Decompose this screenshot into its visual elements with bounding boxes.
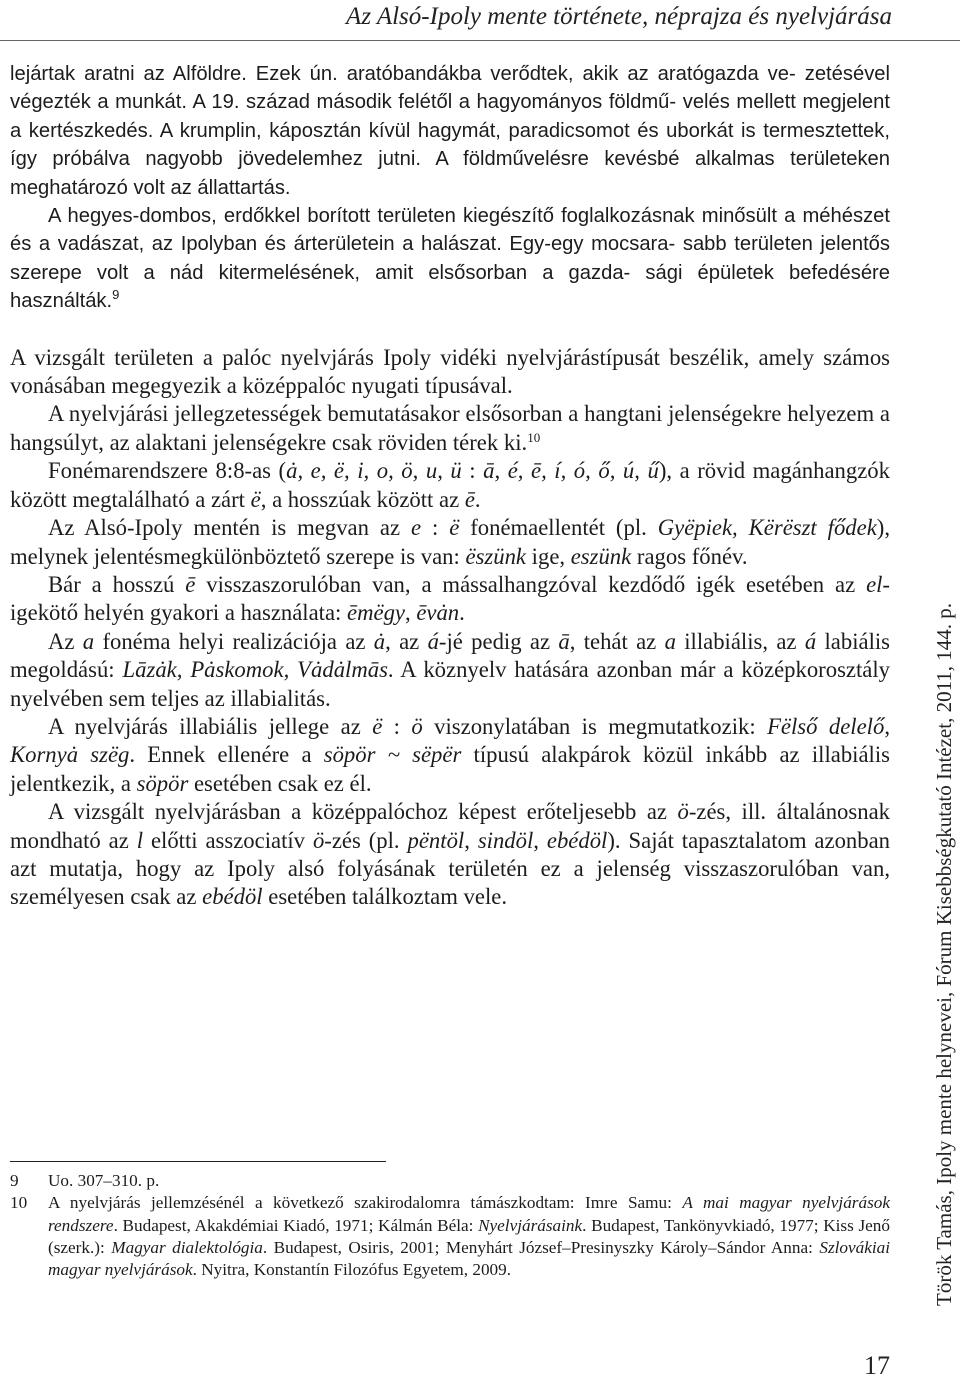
italic-term: ë [250, 486, 261, 512]
line: A földművelésre kevésbé alkalmas területeken meghatározó volt az állattartás. [10, 148, 891, 199]
italic-term: eszünk [570, 543, 632, 569]
text: ). Saját tapasztalatom azonban azt mutatja, hogy az Ipoly alsó folyásának területén ez a jelenség visszaszorulóban van, személyesen csak az [10, 827, 891, 910]
text: fonéma helyi realizációja az [94, 628, 374, 654]
text: Fonémarendszere 8:8-as ( [48, 458, 287, 484]
line: paradicsomot és uborkát is termesztettek, így próbálva nagyobb jövedelemhez jutni. [10, 119, 890, 171]
italic-term: ö [411, 713, 423, 739]
line: lejártak aratni az Alföldre. Ezek ún. aratóbandákba verődtek, akik az aratógazda ve- [10, 63, 796, 85]
italic-term: Lāzȧk, Pȧskomok, Vȧdȧlmās [122, 657, 388, 683]
italic-term: ēvȧn [416, 600, 460, 626]
italic-term: Kornyȧ szëg [10, 742, 130, 768]
paragraph-9 [10, 713, 890, 798]
footnote-9 [10, 1170, 890, 1192]
paragraph-8 [10, 628, 890, 713]
text: . Nyitra, Konstantín Filozófus Egyetem, 2009. [192, 1260, 512, 1280]
footnotes [10, 1170, 890, 1281]
italic-title: A mai magyar nyelvjárások rendszere [48, 1193, 890, 1235]
text: . Budapest, Osiris, 2001; Menyhárt József–Presinyszky Károly–Sándor Anna: [262, 1237, 820, 1257]
italic-term: Fëlső delelő [767, 713, 885, 739]
text: Bár a hosszú [48, 571, 186, 597]
line: a méhészet és a vadászat, az Ipolyban és árterületein a halászat. Egy-egy mocsara- [10, 205, 891, 256]
text: illabiális, az [675, 628, 805, 654]
italic-term: ē [185, 571, 196, 597]
text: labiális megoldású: [10, 628, 890, 683]
italic-term: ebédöl [546, 827, 608, 853]
line: zetésével végezték a munkát. A 19. század második felétől a hagyományos földmű- [10, 63, 891, 114]
text: , tehát az [569, 628, 665, 654]
body-text [10, 60, 890, 912]
text: típusú alakpárok közül inkább az illabiális jelentkezik, a [10, 742, 890, 796]
text: előtti asszociatív [143, 827, 313, 853]
text: A nyelvjárás illabiális jellege az [48, 713, 373, 739]
paragraph-10 [10, 798, 890, 912]
text: , [884, 713, 890, 739]
paragraph-4 [10, 400, 890, 457]
text: Az [48, 628, 83, 654]
paragraph-5 [10, 457, 890, 514]
line: velés mellett megjelent a kertészkedés. A krumplin, káposztán kívül hagymát, [10, 91, 890, 142]
footnote-number: 10 [10, 1193, 28, 1213]
text: , [533, 827, 547, 853]
italic-term: Gyëpiek, Kërëszt fődek [657, 515, 877, 541]
italic-term: söpör [136, 770, 189, 796]
italic-term: ë [449, 515, 460, 541]
text: viszonylatában is megmutatkozik: [422, 713, 768, 739]
footnote-number: 9 [10, 1171, 19, 1190]
text: , az [385, 628, 428, 654]
italic-term: el- [866, 571, 890, 597]
paragraph-7 [10, 571, 890, 628]
text: ), a rövid magánhangzók között megtalálható a zárt [10, 458, 890, 512]
italic-term: a [82, 628, 95, 654]
text: , [464, 827, 478, 853]
italic-title: Nyelvjárásaink [478, 1215, 583, 1235]
line: sabb területen jelentős szerepe volt a nád kitermelésének, amit elsősorban a gazda- [10, 233, 890, 284]
text: A vizsgált nyelvjárásban a középpalóchoz képest erőteljesebb az [48, 799, 678, 825]
line: sági épületek befedésére használták. [10, 261, 891, 313]
italic-term: ā [558, 628, 570, 654]
text: Az Alsó-Ipoly mentén is megvan az [48, 515, 411, 541]
italic-term: á [804, 628, 817, 654]
text: esetében találkoztam vele. [262, 884, 508, 910]
italic-term: ëszünk [465, 543, 526, 569]
italic-term: söpör ~ sëpër [323, 742, 462, 768]
italic-term: á [427, 628, 439, 654]
italic-term: ebédöl [202, 884, 263, 910]
paragraph-4-text: A nyelvjárási jellegzetességek bemutatásakor elsősorban a hangtani jelenségekre helyezem a hangsúlyt, az alaktani jelenségekre csak röviden térek ki. [10, 401, 890, 455]
line: A hegyes-dombos, erdőkkel borított területen kiegészítő foglalkozásnak minősült [48, 205, 777, 228]
text: , a hosszúak között az [260, 486, 465, 512]
paragraph-6 [10, 514, 890, 571]
italic-term: sindöl [477, 827, 534, 853]
text: visszaszorulóban van, a mássalhangzóval kezdődő igék esetében az [195, 571, 867, 597]
italic-term: ȧ [373, 628, 386, 654]
text: . Ennek ellenére a [129, 742, 324, 768]
text: esetében csak ez él. [188, 770, 372, 796]
italic-term: ē [464, 486, 475, 512]
italic-term: a [664, 628, 676, 654]
paragraph-3: A vizsgált területen a palóc nyelvjárás Ipoly vidéki nyelvjárástípusát beszélik, amely számos vonásában megegyezik a középpalóc nyugati típusával. [10, 344, 890, 399]
paragraph-2 [10, 202, 890, 316]
italic-term: ā, é, ē, í, ó, ő, ú, ű [483, 458, 659, 484]
text: . [459, 600, 465, 626]
text: : [382, 713, 412, 739]
text: , [404, 600, 417, 626]
italic-term: ö [677, 799, 689, 825]
italic-title: Szlovákiai magyar nyelvjárások [48, 1237, 890, 1280]
text: . [474, 486, 481, 512]
text: -zés (pl. [324, 827, 408, 853]
footnote-rule [10, 1161, 386, 1162]
source-citation-vertical: Török Tamás, Ipoly mente helynevei, Fórum Kisebbségkutató Intézet, 2011, 144. p. [932, 602, 956, 1306]
page-number: 17 [864, 1351, 890, 1380]
text: -zés, ill. általánosnak mondható az [10, 799, 890, 853]
footnote-ref-10[interactable]: 10 [527, 429, 541, 445]
italic-term: pëntöl [407, 827, 465, 853]
footnote-text: Uo. 307–310. p. [48, 1171, 160, 1190]
text: . A köznyelv hatására azonban már a középkorosztály nyelvében sem teljes az illabialitás. [10, 657, 890, 711]
text: . Budapest, Tankönyvkiadó, 1977; Kiss Jenő (szerk.): [48, 1215, 890, 1257]
header-rule [0, 40, 960, 41]
italic-term: l [136, 827, 144, 853]
italic-title: Magyar dialektológia [111, 1237, 263, 1257]
italic-term: ēmëgy [347, 600, 405, 626]
italic-term: ö [312, 827, 325, 853]
text: igekötő helyén gyakori a használata: [10, 600, 348, 626]
text: : [421, 515, 450, 541]
text: -jé pedig az [438, 628, 559, 654]
text: : [461, 458, 484, 484]
italic-term: e [410, 515, 422, 541]
text: ragos főnév. [631, 543, 748, 569]
italic-term: ȧ, e, ë, i, o, ö, u, ü [286, 458, 462, 484]
footnote-10 [10, 1192, 890, 1281]
italic-term: ë [372, 713, 383, 739]
text: . Budapest, Akakdémiai Kiadó, 1971; Kálmán Béla: [113, 1215, 479, 1235]
running-header: Az Alsó-Ipoly mente története, néprajza és nyelvjárása [346, 3, 892, 30]
text: ige, [526, 543, 571, 569]
footnote-ref-9[interactable]: 9 [112, 287, 120, 303]
text: ), melynek jelentésmegkülönböztető szerepe is van: [10, 515, 891, 569]
text: fonémaellentét (pl. [459, 515, 658, 541]
paragraph-1 [10, 60, 890, 202]
text: A nyelvjárás jellemzésénél a következő szakirodalomra támászkodtam: Imre Samu: [48, 1193, 683, 1213]
